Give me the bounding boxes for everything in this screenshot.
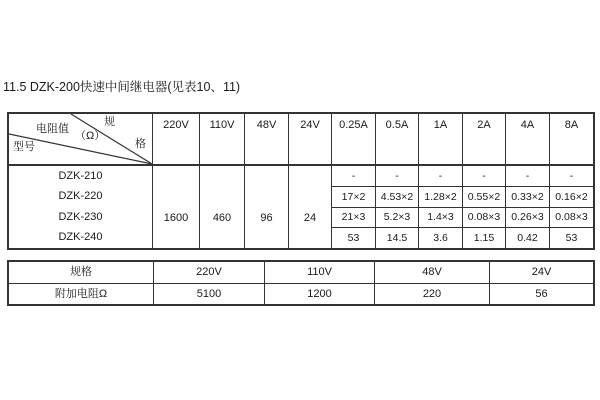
diag-label-spec-char1: 规 bbox=[104, 116, 115, 128]
spec-header-110v: 110V bbox=[264, 262, 374, 283]
value-cell: 0.42 bbox=[505, 227, 549, 248]
col-header-4a: 4A bbox=[505, 114, 549, 166]
value-cell: - bbox=[505, 166, 549, 186]
value-cell: - bbox=[375, 166, 418, 186]
value-cell: 0.26×3 bbox=[505, 207, 549, 227]
col-header-8a: 8A bbox=[549, 114, 593, 166]
spec-header-48v: 48V bbox=[374, 262, 489, 283]
col-header-2a: 2A bbox=[462, 114, 505, 166]
col-header-0-5a: 0.5A bbox=[375, 114, 418, 166]
value-cell: 4.53×2 bbox=[375, 186, 418, 207]
section-title: 11.5 DZK-200快速中间继电器(见表10、11) bbox=[3, 80, 241, 94]
value-cell: 0.33×2 bbox=[505, 186, 549, 207]
added-resistance-label: 附加电阻Ω bbox=[9, 283, 153, 304]
col-header-1a: 1A bbox=[418, 114, 462, 166]
resistance-cell-48v: 96 bbox=[244, 166, 288, 248]
value-cell: 17×2 bbox=[331, 186, 375, 207]
resistance-cell-24v: 24 bbox=[288, 166, 331, 248]
col-header-48v: 48V bbox=[244, 114, 288, 166]
resistance-cell-220v: 1600 bbox=[152, 166, 199, 248]
value-cell: - bbox=[462, 166, 505, 186]
model-cell-dzk-210: DZK-210 bbox=[58, 169, 103, 182]
added-resistance-24v: 56 bbox=[489, 283, 593, 304]
resistance-cell-110v: 460 bbox=[199, 166, 244, 248]
diag-label-spec-char2: 格 bbox=[135, 138, 146, 150]
value-cell: - bbox=[418, 166, 462, 186]
spec-header-24v: 24V bbox=[489, 262, 593, 283]
col-header-110v: 110V bbox=[199, 114, 244, 166]
model-cell-dzk-220: DZK-220 bbox=[58, 190, 103, 202]
added-resistance-48v: 220 bbox=[374, 283, 489, 304]
value-cell: 1.28×2 bbox=[418, 186, 462, 207]
value-cell: 5.2×3 bbox=[375, 207, 418, 227]
col-header-220v: 220V bbox=[152, 114, 199, 166]
value-cell: 3.6 bbox=[418, 227, 462, 248]
value-cell: 1.4×3 bbox=[418, 207, 462, 227]
value-cell: 53 bbox=[331, 227, 375, 248]
value-cell: 0.55×2 bbox=[462, 186, 505, 207]
model-cell-dzk-230: DZK-230 bbox=[58, 210, 103, 223]
diag-label-resistance: 电阻值 bbox=[36, 123, 69, 135]
added-resistance-110v: 1200 bbox=[264, 283, 374, 304]
value-cell: 21×3 bbox=[331, 207, 375, 227]
col-header-0-25a: 0.25A bbox=[331, 114, 375, 166]
model-cell-dzk-240: DZK-240 bbox=[58, 231, 103, 243]
added-resistance-220v: 5100 bbox=[153, 283, 264, 304]
diag-label-ohm-unit: （Ω） bbox=[75, 130, 106, 142]
value-cell: 53 bbox=[549, 227, 593, 248]
value-cell: - bbox=[549, 166, 593, 186]
spec-header-220v: 220V bbox=[153, 262, 264, 283]
value-cell: 1.15 bbox=[462, 227, 505, 248]
value-cell: 0.16×2 bbox=[549, 186, 593, 207]
value-cell: - bbox=[331, 166, 375, 186]
value-cell: 0.08×3 bbox=[549, 207, 593, 227]
diag-label-model: 型号 bbox=[13, 141, 35, 153]
value-cell: 14.5 bbox=[375, 227, 418, 248]
value-cell: 0.08×3 bbox=[462, 207, 505, 227]
additional-resistance-table bbox=[7, 260, 595, 306]
relay-resistance-table bbox=[7, 112, 595, 250]
col-header-24v: 24V bbox=[288, 114, 331, 166]
spec-row-label: 规格 bbox=[70, 266, 92, 278]
diagonal-header-cell bbox=[9, 114, 152, 166]
